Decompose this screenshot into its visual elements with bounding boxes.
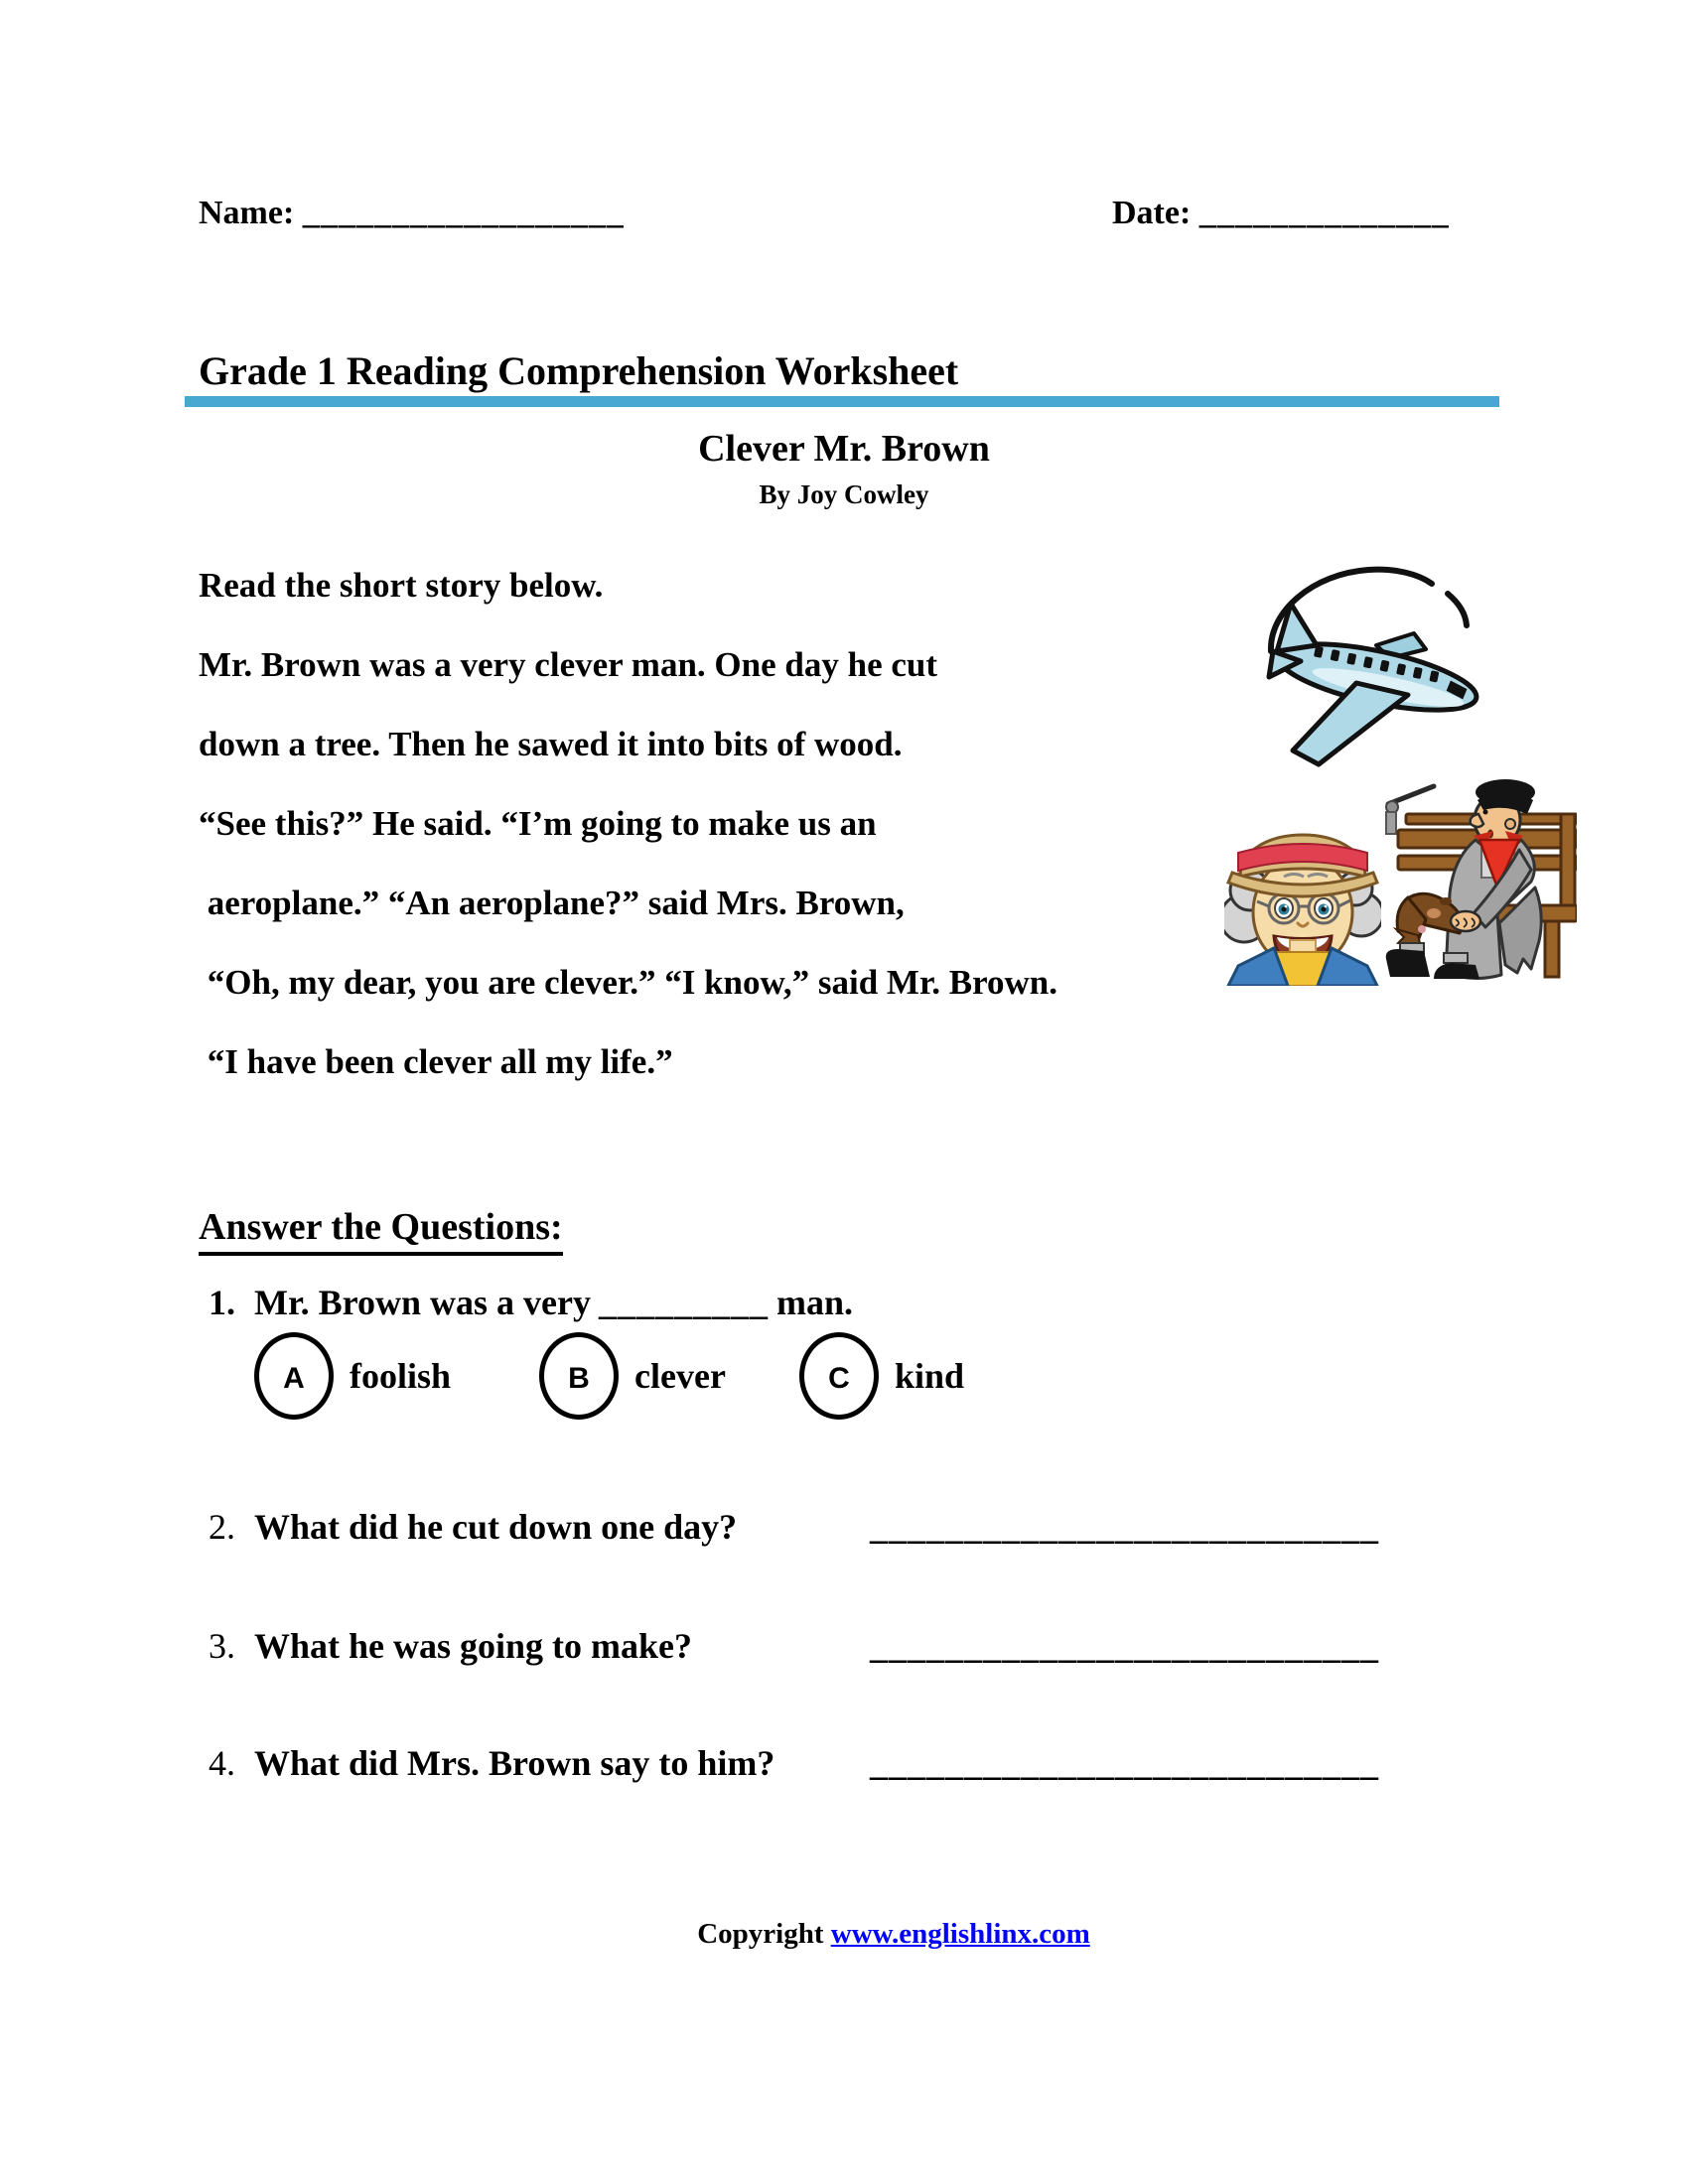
story-author: By Joy Cowley [759,479,929,509]
heading-rule [185,396,1499,407]
story-line: aeroplane.” “An aeroplane?” said Mrs. Brown, [199,884,905,922]
man-on-bench-icon [1382,774,1577,981]
date-blank-line[interactable]: ______________ [1198,195,1450,231]
question-3-blank[interactable]: ___________________________ [870,1626,1379,1666]
question-4 [209,1739,1479,1787]
date-label: Date: [1112,195,1192,231]
option-c-letter: C [828,1362,850,1395]
name-label: Name: [199,195,295,231]
question-1-blank[interactable]: _________ [598,1283,769,1322]
option-c-label: kind [895,1356,965,1396]
answer-questions-heading: Answer the Questions: [199,1205,563,1256]
question-2-number: 2. [209,1507,235,1547]
story-line: “Oh, my dear, you are clever.” “I know,” said Mr. Brown. [199,963,1058,1002]
story-instruction: Read the short story below. [199,566,604,605]
englishlinx-link[interactable]: www.englishlinx.com [830,1918,1090,1950]
question-2-text: What did he cut down one day? [254,1507,738,1547]
question-3-text: What he was going to make? [254,1626,693,1666]
question-2-blank[interactable]: ___________________________ [870,1507,1379,1547]
name-blank-line[interactable]: __________________ [302,195,625,231]
option-a-bubble[interactable] [254,1332,334,1420]
option-a-label: foolish [350,1356,452,1396]
option-c-bubble[interactable] [799,1332,879,1420]
footer [99,1918,1688,1951]
question-3-number: 3. [209,1626,235,1666]
option-a-letter: A [283,1362,305,1395]
option-b-letter: B [568,1362,590,1395]
story-line: Mr. Brown was a very clever man. One day he cut [199,645,938,684]
story-line: down a tree. Then he sawed it into bits of wood. [199,725,903,763]
option-b-label: clever [634,1356,726,1396]
airplane-clipart [1253,560,1501,776]
story-title: Clever Mr. Brown [698,428,990,470]
question-1-number: 1. [209,1283,235,1322]
story-text [199,546,1251,1102]
question-3 [209,1622,1479,1670]
option-a [254,1334,451,1418]
worksheet-title: Grade 1 Reading Comprehension Worksheet [199,348,959,393]
question-4-text: What did Mrs. Brown say to him? [254,1743,775,1783]
story-line: “I have been clever all my life.” [199,1042,673,1081]
story-line: “See this?” He said. “I’m going to make us an [199,804,877,843]
question-1 [209,1279,1479,1326]
man-on-bench-clipart [1382,774,1577,981]
question-2 [209,1503,1479,1551]
airplane-icon [1253,560,1501,776]
question-4-number: 4. [209,1743,235,1783]
option-c [799,1334,964,1418]
option-b-bubble[interactable] [539,1332,619,1420]
name-field [199,195,625,232]
grandma-clipart [1224,791,1381,986]
date-field [1112,195,1450,232]
question-1-text-before: Mr. Brown was a very [254,1283,591,1322]
question-1-text-after: man. [775,1283,853,1322]
option-b [539,1334,726,1418]
copyright-text: Copyright [697,1918,831,1950]
question-4-blank[interactable]: ___________________________ [870,1743,1379,1783]
grandma-icon [1224,791,1381,986]
